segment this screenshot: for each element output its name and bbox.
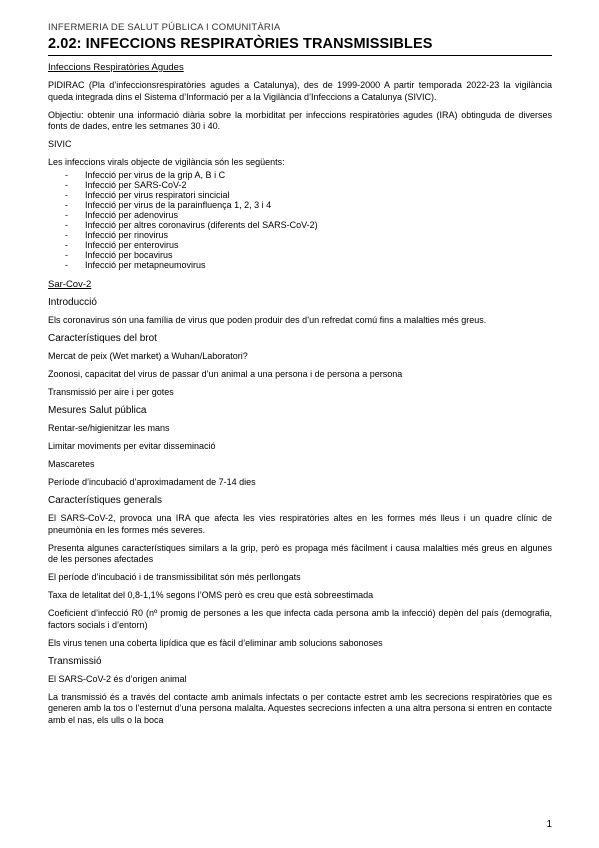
paragraph-zoonosi: Zoonosi, capacitat del virus de passar d’un animal a una persona i de persona a persona (48, 369, 403, 380)
paragraph-generals: El SARS-CoV-2, provoca una IRA que afecta les vies respiratòries altes en les formes més lleus i un quadre clínic de pneumònia en les formes més severes. (48, 513, 552, 535)
paragraph-mercat: Mercat de peix (Wet market) a Wuhan/Laboratori? (48, 351, 248, 362)
subheading-transmissio: Transmissió (48, 655, 102, 667)
virus-list-item: - Infecció per virus de la grip A, B i C (48, 170, 552, 180)
virus-list-item: - Infecció per enterovirus (48, 240, 552, 250)
running-header: INFERMERIA DE SALUT PÚBLICA I COMUNITÀRIA (48, 22, 281, 33)
section-heading-ira: Infeccions Respiratòries Agudes (48, 62, 184, 73)
paragraph-r0: Coeficient d’infecció R0 (nº promig de persones a les que infecta cada persona amb la infecció) depèn del país (demografia, factors socials i d’entorn) (48, 608, 552, 630)
paragraph-pidirac: PIDIRAC (Pla d’infeccionsrespiratòries agudes a Catalunya), des de 1999-2000 A partir temporada 2022-23 la vigilància queda integrada dins el Sistema d’Informació per a la Vigilància d’Infeccions a Catalunya (SIVIC). (48, 80, 552, 102)
virus-list-item: - Infecció per rinovirus (48, 230, 552, 240)
subheading-mesures: Mesures Salut pública (48, 405, 147, 417)
subheading-generals: Característiques generals (48, 495, 162, 507)
paragraph-periode: El període d’incubació i de transmissibilitat són més perllongats (48, 572, 301, 583)
paragraph-mascaretes: Mascaretes (48, 459, 95, 470)
virus-list-item: - Infecció per virus de la parainfluença 1, 2, 3 i 4 (48, 200, 552, 210)
paragraph-lipidica: Els virus tenen una coberta lipídica que es fàcil d’eliminar amb solucions sabonoses (48, 637, 383, 648)
list-intro: Les infeccions virals objecte de vigilància són les següents: (48, 157, 285, 167)
virus-list-item: - Infecció per altres coronavirus (diferents del SARS-CoV-2) (48, 220, 552, 230)
virus-list-item: - Infecció per virus respiratori sincicial (48, 190, 552, 200)
virus-list-item: - Infecció per bocavirus (48, 250, 552, 260)
paragraph-grip: Presenta algunes característiques similars a la grip, però es propaga més fàcilment i causa malalties més greus en algunes de les persones afectades (48, 542, 552, 565)
page-title: 2.02: INFECCIONS RESPIRATÒRIES TRANSMISSIBLES (48, 36, 433, 52)
section-heading-sars: Sar-Cov-2 (48, 279, 92, 291)
page-number: 1 (546, 819, 552, 830)
paragraph-objectiu: Objectiu: obtenir una informació diària sobre la morbiditat per infeccions respiratòries agudes (IRA) obtinguda de diverses fonts de dades, entre les setmanes 30 i 40. (48, 109, 552, 131)
paragraph-transmissio: La transmissió és a través del contacte amb animals infectats o per contacte estret amb les secrecions respiratòries que es generen amb la tos o l’esternut d’una persona malalta. Aquestes secrecions infecten a una altra persona si entren en contacte amb el nas, els ulls o la boca (48, 691, 552, 725)
virus-list-item: - Infecció per adenovirus (48, 210, 552, 220)
document-page (48, 22, 552, 733)
paragraph-rentar: Rentar-se/higienitzar les mans (48, 423, 170, 434)
paragraph-origen: El SARS-CoV-2 és d’origen animal (48, 673, 187, 684)
paragraph-sivic: SIVIC (48, 139, 72, 149)
virus-list-item: - Infecció per SARS-CoV-2 (48, 180, 552, 190)
subheading-brot: Característiques del brot (48, 333, 157, 345)
paragraph-letalitat: Taxa de letalitat del 0,8-1,1% segons l’OMS però es creu que està sobreestimada (48, 590, 374, 601)
paragraph-transmissio-aire: Transmissió per aire i per gotes (48, 387, 174, 398)
paragraph-limitar: Limitar moviments per evitar disseminació (48, 441, 216, 452)
title-divider (48, 55, 552, 56)
paragraph-introduccio: Els coronavirus són una família de virus que poden produir des d’un refredat comú fins a malalties més greus. (48, 315, 487, 326)
subheading-introduccio: Introducció (48, 297, 97, 309)
virus-list (48, 170, 552, 271)
paragraph-incubacio: Període d’incubació d’aproximadament de 7-14 dies (48, 477, 256, 488)
virus-list-item: - Infecció per metapneumovirus (48, 260, 552, 270)
